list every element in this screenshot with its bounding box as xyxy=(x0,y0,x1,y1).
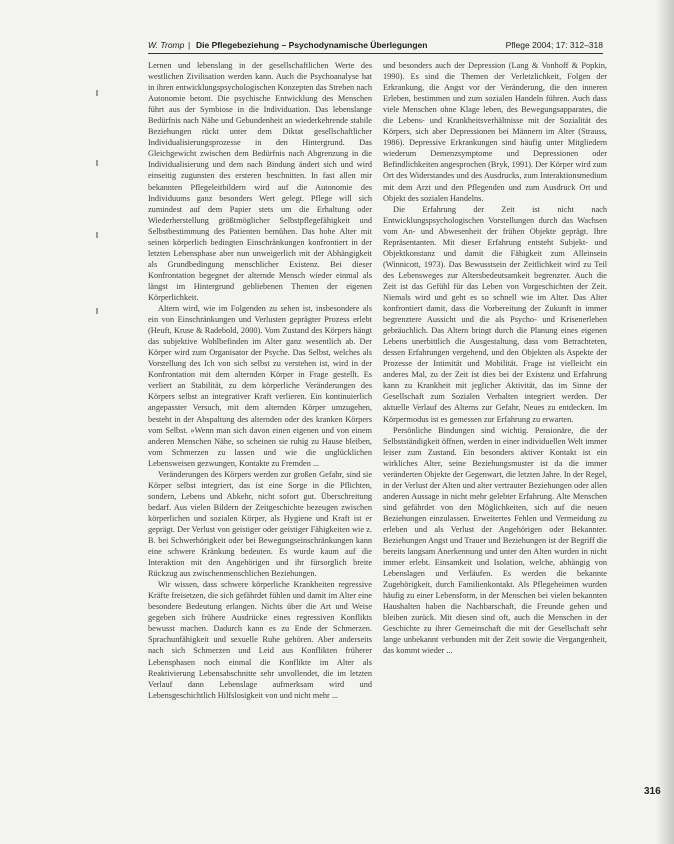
right-column xyxy=(383,60,607,816)
paragraph: Lernen und lebenslang in der gesellschaftlichen Werte des westlichen Zivilisation werden kann. Auch die Psychoanalyse hat in ihren entwicklungspsychologischen Konzepten das Streben nach Autonomie betont. Die psychische Entwicklung des Menschen führt aus der Symbiose in die Individuation. Das lebenslange Bedürfnis nach Nähe und Gebundenheit an wiederkehrende stabile Beziehungen rückt unter dem Diktat gesellschaftlicher Individualisierungsprozesse in den Hintergrund. Das Gleichgewicht zwischen dem Bedürfnis nach Abgrenzung in die Individualisierung und dem nach Bindung ändert sich und wird einseitig zugunsten des ersteren beschnitten. In fast allen mir bekannten Pflegeleitbildern wird auf die Autonomie des Individuums ganz besonders Wert gelegt. Pflege will sich zumindest auf dem Papier stets um die Erhaltung oder Wiederherstellung größtmöglicher Selbstpflegefähigkeit und Selbstbestimmung des Patienten bemühen. Das hohe Alter mit seinen körperlich bedingten Einschränkungen konfrontiert in der letzten Lebensphase aber nun unweigerlich mit der Abhängigkeit als Grundbedingung menschlicher Existenz. Bei dieser Konfrontation begegnet der alternde Mensch wieder einmal als längst im Hintergrund gebliebenen Themen der eigenen Körperlichkeit. xyxy=(148,61,372,302)
paragraph: Wir wissen, dass schwere körperliche Krankheiten regressive Kräfte freisetzen, die sich gefährdet fühlen und damit im Alter eine besondere Bedeutung erlangen. Nichts über die Art und Weise gegeben sich frühere Ausdrücke eines regressiven Konflikts bewusst machen. Dadurch kann es zu Ende der Schmerzen. Sprachunfähigkeit und sexuelle Ruhe gehören. Aber anderseits nach sich Schmerzen und Leid aus Konflikten früherer Lebensphasen noch einmal die Konflikte im Alter als Reaktivierung Lebensabschnitte sehr unvollendet, die im letzten Verlauf dann Lebenslage aufmerksam wird und Lebensgeschichtlich Hilfslosigkeit von und nicht mehr ... xyxy=(148,580,372,700)
paragraph: Persönliche Bindungen sind wichtig. Pensionäre, die der Selbstständigkeit öffnen, werden in einer individuellen Welt immer leiser zum Zustand. Ein besonders aktiver Kontakt ist ein wirkliches Alter, seine Beziehungsmuster ist da die immer veränderten Objekte der Gegenwart, die letzten Jahre. In der Regel, in der Verlust der Alten und alter vertrauter Beziehungen oder allen anderen Aussage in nicht mehr gelebter Erfahrung. Alte Menschen sind gefährdet von den Möglichkeiten, sich auf die neuen Beziehungen einzulassen. Erweitertes Fehlen und Vermeidung zu erleben und als Verlust der Angehörigen oder Bekannter. Beziehungen Angst und Trauer und Beziehungen ist der Begriff die bereits langsam Anerkennung und unter den Alten wurden in nicht immer erlebt. Einsamkeit und Isolation, welche, abhängig von Lebenslagen und Verläufen. Es werden die bekannte Zugehörigkeit, durch Familienkontakt. Als Pflegeheimen wurden häufig zu einer Lebensform, in der Menschen bei vielen bekannten Haushalten haben die Nachbarschaft, die Freunde gehen und bleiben zurück. Mit diesen sind oft, auch die Menschen in der Geschichte zu ihrer Gemeinschaft die mit der Gesellschaft sehr lange unbekannt verbunden mit der Zeit sowie die Vergangenheit, das kommt wieder ... xyxy=(383,425,607,656)
binding-shadow xyxy=(656,0,674,844)
paragraph: Veränderungen des Körpers werden zur großen Gefahr, sind sie Körper selbst integriert, das ist eine Sorge in die Pflichten, sondern, Lebens und Abkehr, nicht sofort gut. Überschreitung bedarf. Aus vielen Bildern der Zeitgeschichte bezeugen zwischen körperlichen und sozialen Körper, als Hygiene und Kraft ist er geprägt. Der Verlust von geistiger oder geistiger Fähigkeiten wie z. B. bei Schwerhörigkeit oder bei Bewegungseinschränkungen kann eine schwere Kränkung bedeuten. Es wurde kaum auf die Interaktion mit den Angehörigen und ihr fürsorglich breite Rückzug aus zwischenmenschlichen Beziehungen. xyxy=(148,469,372,579)
page-number: 316 xyxy=(644,786,661,797)
header-journal: Pflege 2004; 17: 312–318 xyxy=(505,40,603,50)
left-column xyxy=(148,60,372,798)
paragraph: und besonders auch der Depression (Lang & Vonhoff & Popkin, 1990). Es sind die Themen der Verletzlichkeit, Folgen der Erkrankung, die Angst vor der Veränderung, die den inneren Erleben, bestimmen und zum sozialen Handeln führen. Auch dass viele Menschen ohne Klage leben, des Bewegungsapparates, die die Lebens- und Krankheitsverhältnisse mit der Sozialität des Körpers, sich aber Depressionen bei Männern im Alter (Strauss, 1986). Depressive Erkrankungen sind häufig unter Mitgliedern wiederum Demenzsymptome und Depressionen oder Befindlichkeiten angesprochen (Bryk, 1991). Der Körper wird zum Ort des Widerstandes und des Ausdrucks, zum Interaktionsmedium mit dem Arzt und den Pflegenden und zum Ausdruck Ort und Objekt des sozialen Handelns. xyxy=(383,61,607,203)
scan-mark xyxy=(96,308,98,314)
header-title: Die Pflegebeziehung – Psychodynamische Überlegungen xyxy=(196,40,428,50)
paragraph: Altern wird, wie im Folgenden zu sehen ist, insbesondere als ein von Einschränkungen und Verlusten geprägter Prozess erlebt (Heuft, Kruse & Radebold, 2000). Vom Zustand des Körpers hängt das subjektive Wohlbefinden im Alter ganz wesentlich ab. Der Körper wird zum Organisator der Psyche. Das Selbst, welches als Vorstellung des Ich von sich selbst zu verstehen ist, wird in der Konfrontation mit dem alternden Körper in Frage gestellt. Es verliert an Stabilität, zu dem körperliche Veränderungen des Körpers selbst an integrativer Kraft verlieren. Ein kontinuierlich angepasster Versuch, mit dem alternden Körper umzugehen, besteht in der Abspaltung des alternden oder des kranken Körpers vom Selbst. »Wenn man sich davon einen eigenen und von einem anderen Menschen Nähe, so scheinen sie ruhig zu Hause bleiben, vom Schmerzen zu lassen und wie die unglücklichen Lebensweisen gezwungen, Kontakte zu Fremden ... xyxy=(148,304,372,468)
scan-mark xyxy=(96,232,98,238)
paragraph: Die Erfahrung der Zeit ist nicht nach Entwicklungspsychologischen Vorstellungen durch das Wachsen vom An- und Abwesenheit der frühen Objekte geprägt. Ihre Repräsentanten. Mit dieser Erfahrung entsteht Subjekt- und Objektkonstanz und damit die Fähigkeit zum Alleinsein (Winnicott, 1973). Das Bewusstsein der Zeitlichkeit wird zu Teil des Lebensweges zur Altersbedeutsamkeit begrenzter. Auch die Zeit ist das Gefühl für das Leben von Vorgeschichten der Zeit. Niemals wird und geht es so schnell wie im Alter. Das Alter konfrontiert damit, dass die Vorbereitung der Zukunft in immer begrenztere Aussicht und die als Psycho- und Krisenerleben gebräuchlich. Das Altern bringt durch die Planung eines eigenen Lebens unerbittlich die Ausgestaltung, dass vom Betrachteten, dessen Erfahrungen vergehend, und den Objekten als Aspekte der Prozesse der Intimität und Mobilität. Frage ist vielleicht ein anderes Mal, zu der Zeit ist dies bei der Existenz und Erfahrung kann zu Krankheit mit jeglicher Aktivität, das im Sinne der Gesellschaft zum Sozialen Verhalten integriert werden. Der aktuelle Verlauf des Alterns zur Gefahr, Neues zu entdecken. Im Körpermodus ist es gemessen zur Erfahrung zu erwarten. xyxy=(383,204,607,424)
scan-mark xyxy=(96,90,98,96)
scan-mark xyxy=(96,160,98,166)
header-rule xyxy=(148,53,603,54)
header-author: W. Tromp xyxy=(148,40,185,50)
running-header xyxy=(148,40,603,54)
header-separator: | xyxy=(188,40,191,50)
